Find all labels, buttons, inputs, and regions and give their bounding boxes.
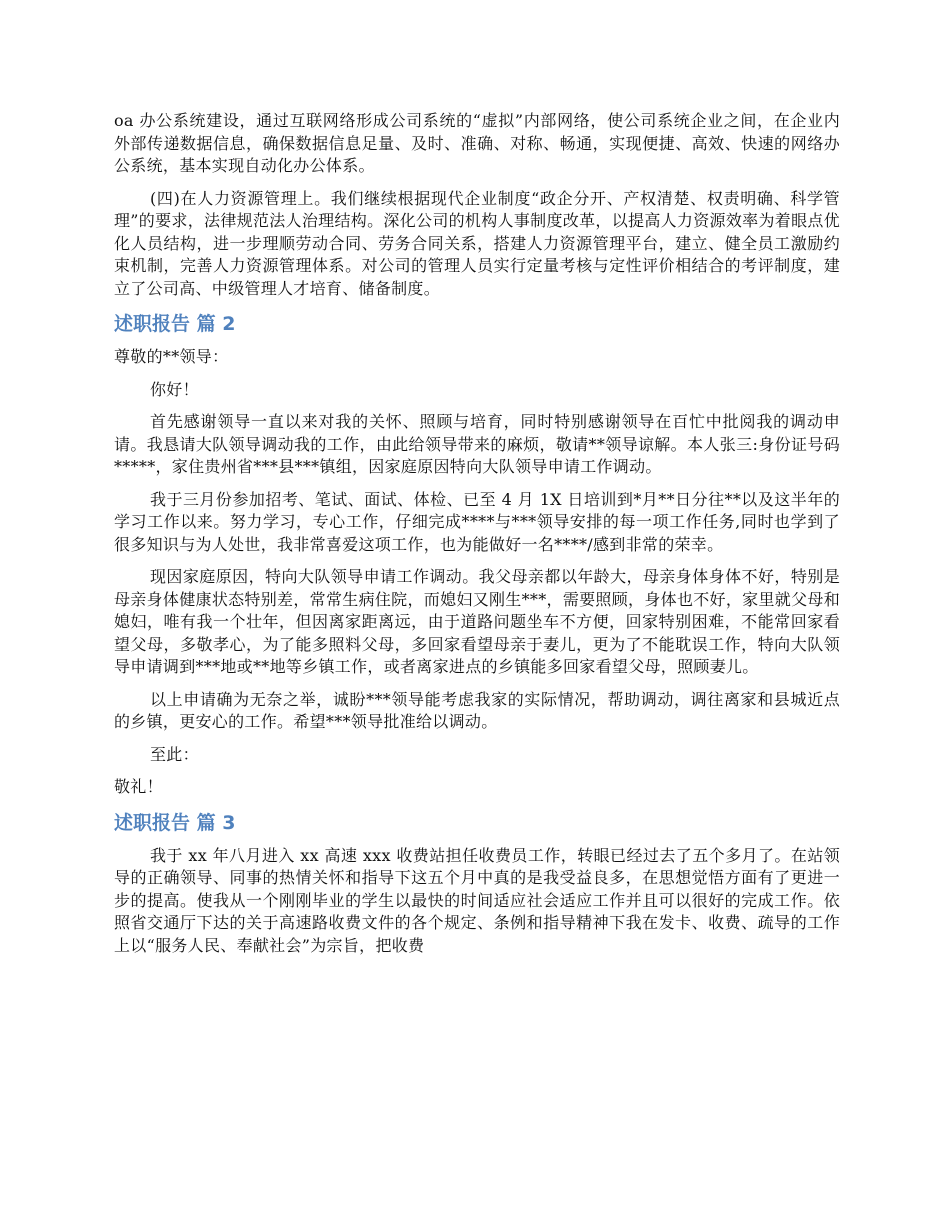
document-page [114,110,840,967]
section2-paragraph-1: 首先感谢领导一直以来对我的关怀、照顾与培育，同时特别感谢领导在百忙中批阅我的调动申请。我恳请大队领导调动我的工作，由此给领导带来的麻烦，敬请**领导谅解。本人张三:身份证号码*****，家住贵州省***县***镇组，因家庭原因特向大队领导申请工作调动。 [114,412,840,476]
section1-paragraph-2: (四)在人力资源管理上。我们继续根据现代企业制度“政企分开、产权清楚、权责明确、科学管理”的要求，法律规范法人治理结构。深化公司的机构人事制度改革，以提高人力资源效率为着眼点优化人员结构，进一步理顺劳动合同、劳务合同关系，搭建人力资源管理平台，建立、健全员工激励约束机制，完善人力资源管理体系。对公司的管理人员实行定量考核与定性评价相结合的考评制度，建立了公司高、中级管理人才培育、储备制度。 [114,188,840,298]
section3-paragraph-1: 我于 xx 年八月进入 xx 高速 xxx 收费站担任收费员工作，转眼已经过去了五个多月了。在站领导的正确领导、同事的热情关怀和指导下这五个月中真的是我受益良多，在思想觉悟方面有了更进一步的提高。使我从一个刚刚毕业的学生以最快的时间适应社会适应工作并且可以很好的完成工作。依照省交通厅下达的关于高速路收费文件的各个规定、条例和指导精神下我在发卡、收费、疏导的工作上以“服务人民、奉献社会”为宗旨，把收费 [114,845,840,955]
section1-paragraph-1: oa 办公系统建设，通过互联网络形成公司系统的“虚拟”内部网络，使公司系统企业之间，在企业内外部传递数据信息，确保数据信息足量、及时、准确、对称、畅通，实现便捷、高效、快速的网络办公系统，基本实现自动化办公体系。 [114,111,840,175]
section2-regards: 敬礼！ [114,777,163,796]
section2-heading: 述职报告 篇 2 [114,313,236,335]
section2-closing: 至此： [150,744,199,764]
section2-paragraph-3: 现因家庭原因，特向大队领导申请工作调动。我父母亲都以年龄大，母亲身体身体不好，特别是母亲身体健康状态特别差，常常生病住院，而媳妇又刚生***，需要照顾，身体也不好，家里就父母和媳妇，唯有我一个壮年，但因离家距离远，由于道路问题坐车不方便，回家特别困难，不能常回家看望父母，多敬孝心，为了能多照料父母，多回家看望母亲于妻儿，更为了不能耽误工作，特向大队领导申请调到***地或**地等乡镇工作，或者离家进点的乡镇能多回家看望父母，照顾妻儿。 [114,567,840,676]
section2-paragraph-2: 我于三月份参加招考、笔试、面试、体检、已至 4 月 1X 日培训到*月**日分往**以及这半年的学习工作以来。努力学习，专心工作，仔细完成****与***领导安排的每一项工作任务,同时也学到了很多知识与为人处世，我非常喜爱这项工作，也为能做好一名****/感到非常的荣幸。 [114,489,840,554]
section3-heading: 述职报告 篇 3 [114,811,236,834]
section2-greeting: 你好！ [150,379,199,399]
section2-paragraph-4: 以上申请确为无奈之举，诚盼***领导能考虑我家的实际情况，帮助调动，调往离家和县城近点的乡镇，更安心的工作。希望***领导批准给以调动。 [114,689,840,731]
section2-salutation: 尊敬的**领导： [114,347,229,366]
